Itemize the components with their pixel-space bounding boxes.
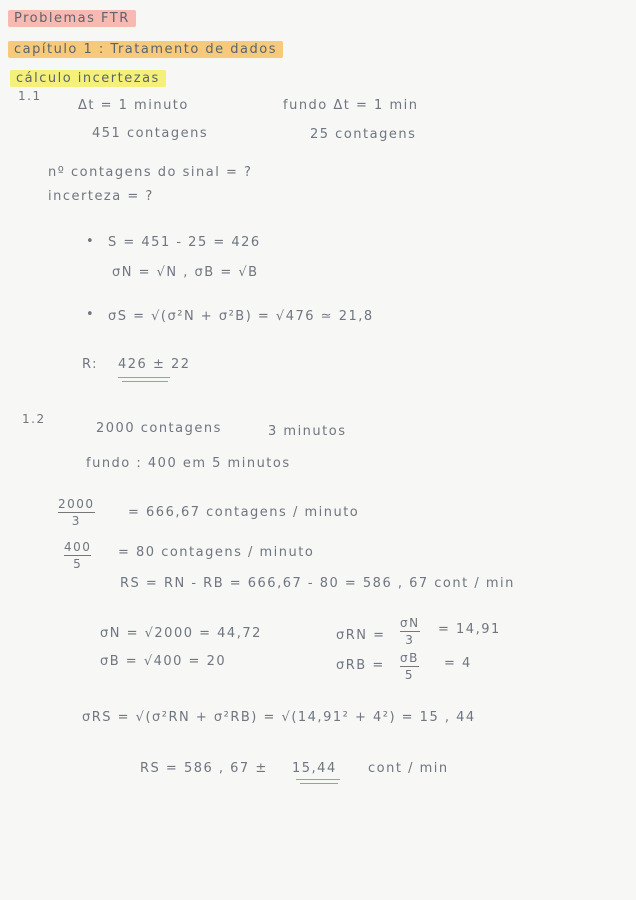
bullet-marker: • — [86, 307, 96, 322]
numerator: σN — [400, 616, 420, 630]
question-counts: nº contagens do sinal = ? — [48, 165, 253, 180]
problem-number: 1.2 — [22, 412, 46, 426]
sigma-definitions: σN = √N , σB = √B — [112, 265, 259, 280]
numerator: 2000 — [58, 497, 95, 511]
sigma-b-equation: σB = √400 = 20 — [100, 654, 227, 669]
fraction-bar — [400, 631, 420, 632]
sigma-n-equation: σN = √2000 = 44,72 — [100, 626, 262, 641]
result-underline — [122, 381, 168, 382]
problem-number: 1.1 — [18, 89, 42, 103]
sigma-rn-label: σRN = — [336, 628, 386, 643]
sigma-s-equation: σS = √(σ²N + σ²B) = √476 ≃ 21,8 — [108, 309, 374, 324]
fraction-sigma-rb — [400, 651, 419, 682]
final-uncertainty: 15,44 — [292, 761, 337, 776]
final-underline — [296, 779, 340, 780]
signal-equation: S = 451 - 25 = 426 — [108, 235, 261, 250]
denominator: 5 — [73, 557, 83, 571]
fraction-sigma-rn — [400, 616, 420, 647]
total-counts: 2000 contagens — [96, 421, 222, 436]
sigma-rn-value: = 14,91 — [438, 622, 501, 637]
sigma-rs-equation: σRS = √(σ²RN + σ²RB) = √(14,91² + 4²) = 15 , 44 — [82, 710, 476, 725]
numerator: σB — [400, 651, 419, 665]
total-time: 3 minutos — [268, 424, 347, 439]
question-uncertainty: incerteza = ? — [48, 189, 154, 204]
fraction-2000-3 — [58, 497, 95, 528]
delta-t-signal: Δt = 1 minuto — [78, 98, 189, 113]
fraction-bar — [400, 666, 419, 667]
result-label: R: — [82, 357, 99, 372]
result-value: 426 ± 22 — [118, 357, 191, 372]
bullet-marker: • — [86, 234, 96, 249]
denominator: 5 — [404, 668, 414, 682]
fraction-bar — [64, 555, 91, 556]
fraction-bar — [58, 512, 95, 513]
fraction-400-5 — [64, 540, 91, 571]
final-underline — [300, 783, 338, 784]
background-line: fundo : 400 em 5 minutos — [86, 456, 291, 471]
denominator: 3 — [405, 633, 415, 647]
sigma-rb-value: = 4 — [444, 656, 472, 671]
final-unit: cont / min — [368, 761, 449, 776]
final-result: RS = 586 , 67 ± — [140, 761, 268, 776]
rate-background: = 80 contagens / minuto — [118, 545, 315, 560]
document-title: Problemas FTR — [8, 10, 136, 27]
counts-signal: 451 contagens — [92, 126, 209, 141]
net-rate-equation: RS = RN - RB = 666,67 - 80 = 586 , 67 cont / min — [120, 576, 515, 591]
sigma-rb-label: σRB = — [336, 658, 385, 673]
denominator: 3 — [71, 514, 81, 528]
delta-t-background: fundo Δt = 1 min — [283, 98, 419, 113]
numerator: 400 — [64, 540, 92, 554]
section-heading: cálculo incertezas — [10, 70, 166, 87]
chapter-heading: capítulo 1 : Tratamento de dados — [8, 41, 283, 58]
result-underline — [118, 377, 170, 378]
rate-total: = 666,67 contagens / minuto — [128, 505, 360, 520]
counts-background: 25 contagens — [310, 127, 417, 142]
